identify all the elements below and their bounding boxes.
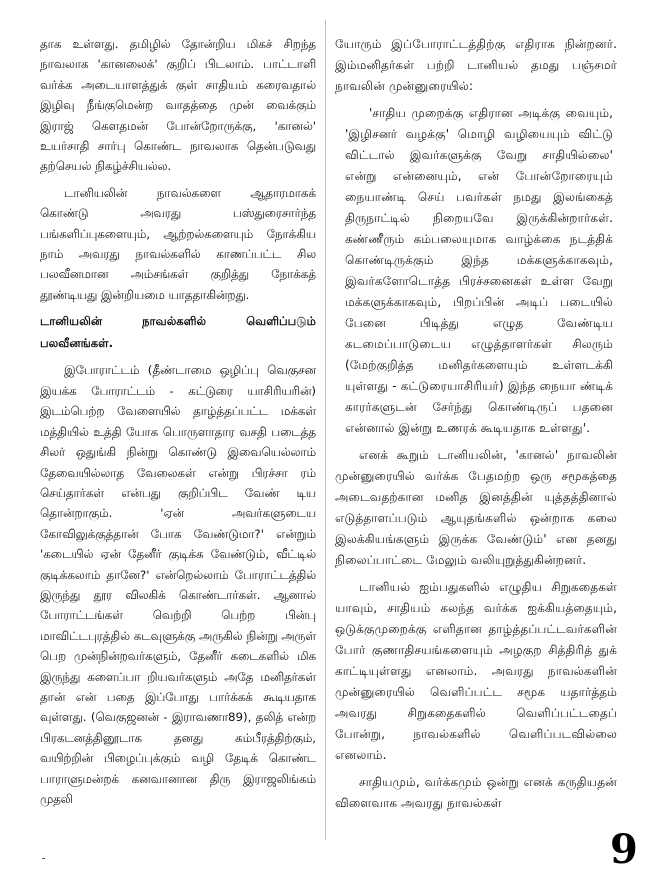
right-column [335, 34, 617, 820]
left-column [40, 34, 316, 815]
right-paragraph-1: யோரும் இப்போராட்டத்திற்கு எதிராக நின்றனர். இம்மனிதர்கள் பற்றி டானியல் தமது பஞ்சமர் நாவலின் முன்னுரையில்: [335, 37, 617, 93]
column-divider [325, 20, 326, 840]
right-paragraph-2: எனக் கூறும் டானியலின், 'கானல்' நாவலின் முன்னுரையில் வர்க்க பேதமற்ற ஒரு சமூகத்தை அடைவதற்கான மனித இனத்தின் யுத்தத்தினால் எடுத்தாளப்படும் ஆயுதங்களில் ஒன்றாக கலை இலக்கியங்களும் இருக்க வேண்டும்' என தனது நிலைப்பாட்டை மேலும் வலியுறுத்துகின்றனர். [335, 448, 617, 567]
page-number: 9 [610, 826, 638, 873]
right-paragraph-4: சாதியமும், வர்க்கமும் ஒன்று எனக் கருதியதன் விளைவாக அவரது நாவல்கள் [335, 775, 617, 810]
left-paragraph-3: இபோராட்டம் (தீண்டாமை ஒழிப்பு வெகுசன இயக்க போராட்டம் - கட்டுரை யாசிரியரின்) இடம்பெற்ற வேளையில் தாழ்த்தப்பட்ட மக்கள் மத்தியில் உத்தி யோக பொருளாதார வசதி படைத்த சிலர் ஒதுங்கி நின்று கொண்டு இவையெல்லாம் தேவையில்லாத வேலைகள் என்று பிரச்சா ரம் செய்தார்கள் என்பது குறிப்பிட வேண் டிய தொன்றாகும். 'ஏன் அவர்களுடைய கோவிலுக்குத்தான் போக வேண்டுமா?' என்றும் 'கடையில் ஏன் தேனீர் குடிக்க வேண்டும், வீட்டில் குடிக்கலாம் தானே?' என்றெல்லாம் போராட்டத்தில் இருந்து தூர விலகிக் கொண்டார்கள். ஆனால் போராட்டங்கள் வெற்றி பெற்ற பின்பு மாவிட்டபுரத்தில் கடவுளுக்கு அருகில் நின்று அருள் பெற முன்நின்றவர்களும், தேனீர் கடைகளில் மிக இருந்து களைப்பா றியவர்களும் அதே மனிதர்கள் தான் என் பதை இப்போது பார்க்கக் கூடியதாக வுள்ளது. (வெகுஜனன் - இராவணா89), தலித் என்ற பிரகடனத்தினூடாக தனது கம்பீரத்திற்கும், வயிற்றின் பிழைப்புக்கும் வழி தேடிக் கொண்ட பாராளுமன்றக் கனவானான திரு இராஜலிங்கம் முதலி [40, 363, 316, 806]
left-paragraph-2: டானியலின் நாவல்களை ஆதாரமாகக் கொண்டு அவரது பஸ்துரைசார்ந்த பங்களிப்புகளையும், ஆற்றல்களையும் நோக்கிய நாம் அவரது நாவல்களில் காணப்பட்ட சில பலவீனமான அம்சங்கள் குறித்து நோக்கத் தூண்டியது இன்றியமை யாததாகின்றது. [40, 185, 316, 302]
footer-mark [42, 858, 45, 859]
left-paragraph-1: தாக உள்ளது. தமிழில் தோன்றிய மிகச் சிறந்த நாவலாக 'கானலைக்' குறிப் பிடலாம். பாட்டாளி வர்க்க அடையாளத்துக் குள் சாதியம் கரைவதால் இழிவு நீங்குமென்ற வாதத்தை முன் வைக்கும் இராஜ் கௌதமன் போன்றோருக்கு, 'கானல்' உயர்சாதி சார்பு கொண்ட நாவலாக தென்படுவது தற்செயல் நிகழ்ச்சியல்ல. [40, 37, 316, 174]
section-heading: டானியலின் நாவல்களில் வெளிப்படும் பலவீனங்கள். [40, 314, 316, 350]
right-paragraph-3: டானியல் ஐம்பதுகளில் எழுதிய சிறுகதைகள் யாவும், சாதியம் கலந்த வர்க்க ஐக்கியத்தையும், ஒடுக்குமுறைக்கு எளிதான தாழ்த்தப்பட்டவர்களின் போர் குணாதிசயங்களையும் அழகுற சித்திரித் துக் காட்டியுள்ளது எனலாம். அவரது நாவல்களின் முன்னுரையில் வெளிப்பட்ட சமூக யதார்த்தம் அவரது சிறுகதைகளில் வெளிப்பட்டதைப் போன்று, நாவல்களில் வெளிப்படவில்லை எனலாம். [335, 580, 617, 762]
block-quote: 'சாதிய முறைக்கு எதிரான அடிக்கு வையும், 'இழிசனர் வழக்கு' மொழி வழியையும் விட்டு விட்டால் இவர்களுக்கு வேறு சாதியில்லை' என்று என்னையும், என் போன்றோரையும் நையாண்டி செய் பவர்கள் நமது இலங்கைத் திருநாட்டில் நிறையவே இருக்கின்றார்கள். கண்ணீரும் கம்பலையுமாக வாழ்க்கை நடத்திக் கொண்டிருக்கும் இந்த மக்களுக்காகவும், இவர்களோடொத்த பிரச்சனைகள் உள்ள வேறு மக்களுக்காகவும், பிறப்பின் அடிப் படையில் பேனை பிடித்து எழுத வேண்டிய கடமைப்பாடுடைய எழுத்தாளர்கள் சிலரும் (மேற்குறித்த மனிதர்களையும் உள்ளடக்கி யுள்ளது - கட்டுரையாசிரியர்) இந்த நையா ண்டிக் காரர்களுடன் சேர்ந்து கொண்டிருப் பதனை என்னால் இன்று உணரக் கூடியதாக உள்ளது'. [345, 106, 613, 435]
